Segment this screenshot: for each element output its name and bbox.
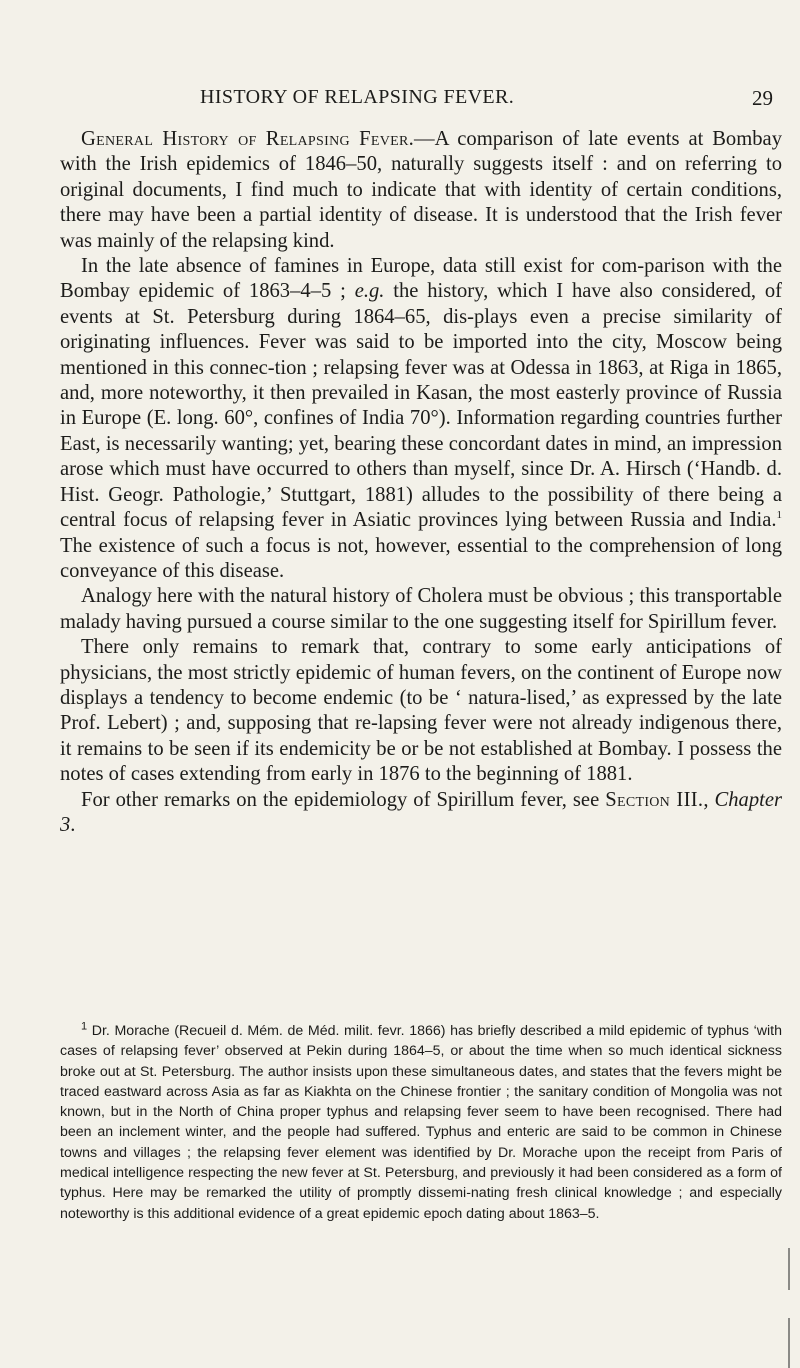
footnote-mark: 1 [81,1020,88,1033]
paragraph-text: —A comparison of late events at Bombay with the Irish epidemics of 1846–50, naturally suggests itself : and on referring to original documents, I find much to indicate that with identity of certain conditions, there may have been a partial identity of disease. It is understood that the Irish fever was mainly of the relapsing kind. [60,128,782,252]
paragraph-text: the history, which I have also considered, of events at St. Petersburg during 1864–65, dis-plays even a precise similarity of originating influences. Fever was said to be imported into the city, Moscow being mentioned in this connec-tion ; relapsing fever was at Odessa in 1863, at Riga in 1865, and, more noteworthy, it then prevailed in Kasan, the most easterly province of Russia in Europe (E. long. 60°, confines of India 70°). Information regarding countries further East, is necessarily wanting; yet, bearing these concordant dates in mind, an impression arose which must have occurred to others than myself, since Dr. A. Hirsch (‘Handb. d. Hist. Geogr. Pathologie,’ Stuttgart, 1881) alludes to the possibility of there being a central focus of relapsing fever in Asiatic provinces lying between Russia and India. [60,280,782,532]
margin-rule [788,1248,790,1290]
section-reference: Section III. [605,788,704,811]
paragraph-text: . [70,813,76,836]
footnote [60,1021,782,1224]
page-number: 29 [752,86,773,110]
paragraph-text: There only remains to remark that, contrary to some early anticipations of physicians, the most strictly epidemic of human fevers, on the continent of Europe now displays a tendency to become endemic (to be ‘ natura-lised,’ as expressed by the late Prof. Lebert) ; and, supposing that re-lapsing fever were not already indigenous there, it remains to be seen if its endemicity be or be not established at Bombay. I possess the notes of cases extending from early in 1876 to the beginning of 1881. [60,636,782,786]
margin-rule [788,1318,790,1368]
paragraph-endemicity [60,635,782,787]
paragraph-text: The existence of such a focus is not, however, essential to the comprehension of long conveyance of this disease. [60,534,782,582]
paragraph-text: For other remarks on the epidemiology of Spirillum fever, see [81,788,606,811]
paragraph-general-history [60,127,782,254]
running-head [0,86,800,114]
chapter-reference: Chapter 3 [60,788,783,836]
emphasis-eg: e.g. [354,280,385,303]
paragraph-text: Analogy here with the natural history of Cholera must be obvious ; this transportable malady having pursued a course similar to the one suggesting itself for Spirillum fever. [60,585,782,633]
footnote-reference[interactable]: 1 [776,509,782,522]
paragraph-text: In the late absence of famines in Europe, data still exist for com-parison with the Bombay epidemic of 1863–4–5 ; [60,255,782,303]
footnote-text: Dr. Morache (Recueil d. Mém. de Méd. milit. fevr. 1866) has briefly described a mild epidemic of typhus ‘with cases of relapsing fever’ observed at Pekin during 1864–5, or about the time when so much identical sickness broke out at St. Petersburg. The author insists upon these simultaneous dates, and states that the fevers might be traced eastward across Asia as far as Kiakhta on the Chinese frontier ; the sanitary condition of Mongolia was not known, but in the North of China proper typhus and relapsing fever seem to have been recognised. There had been an inclement winter, and the people had suffered. Typhus and enteric are said to be common in Chinese towns and villages ; the relapsing fever element was identified by Dr. Morache upon the receipt from Paris of medical intelligence respecting the new fever at St. Petersburg, and previously it had been considered as a form of typhus. Here may be remarked the utility of promptly dissemi-nating fresh clinical knowledge ; and especially noteworthy is this additional evidence of a great epidemic epoch dating about 1863–5. [60,1023,782,1222]
body-text [60,127,782,838]
paragraph-cholera-analogy [60,584,782,635]
paragraph-text: , [703,788,715,811]
paragraph-cross-reference [60,788,782,839]
paragraph-famines [60,254,782,584]
running-title: HISTORY OF RELAPSING FEVER. [200,86,515,108]
section-heading: General History of Relapsing Fever. [81,128,415,150]
